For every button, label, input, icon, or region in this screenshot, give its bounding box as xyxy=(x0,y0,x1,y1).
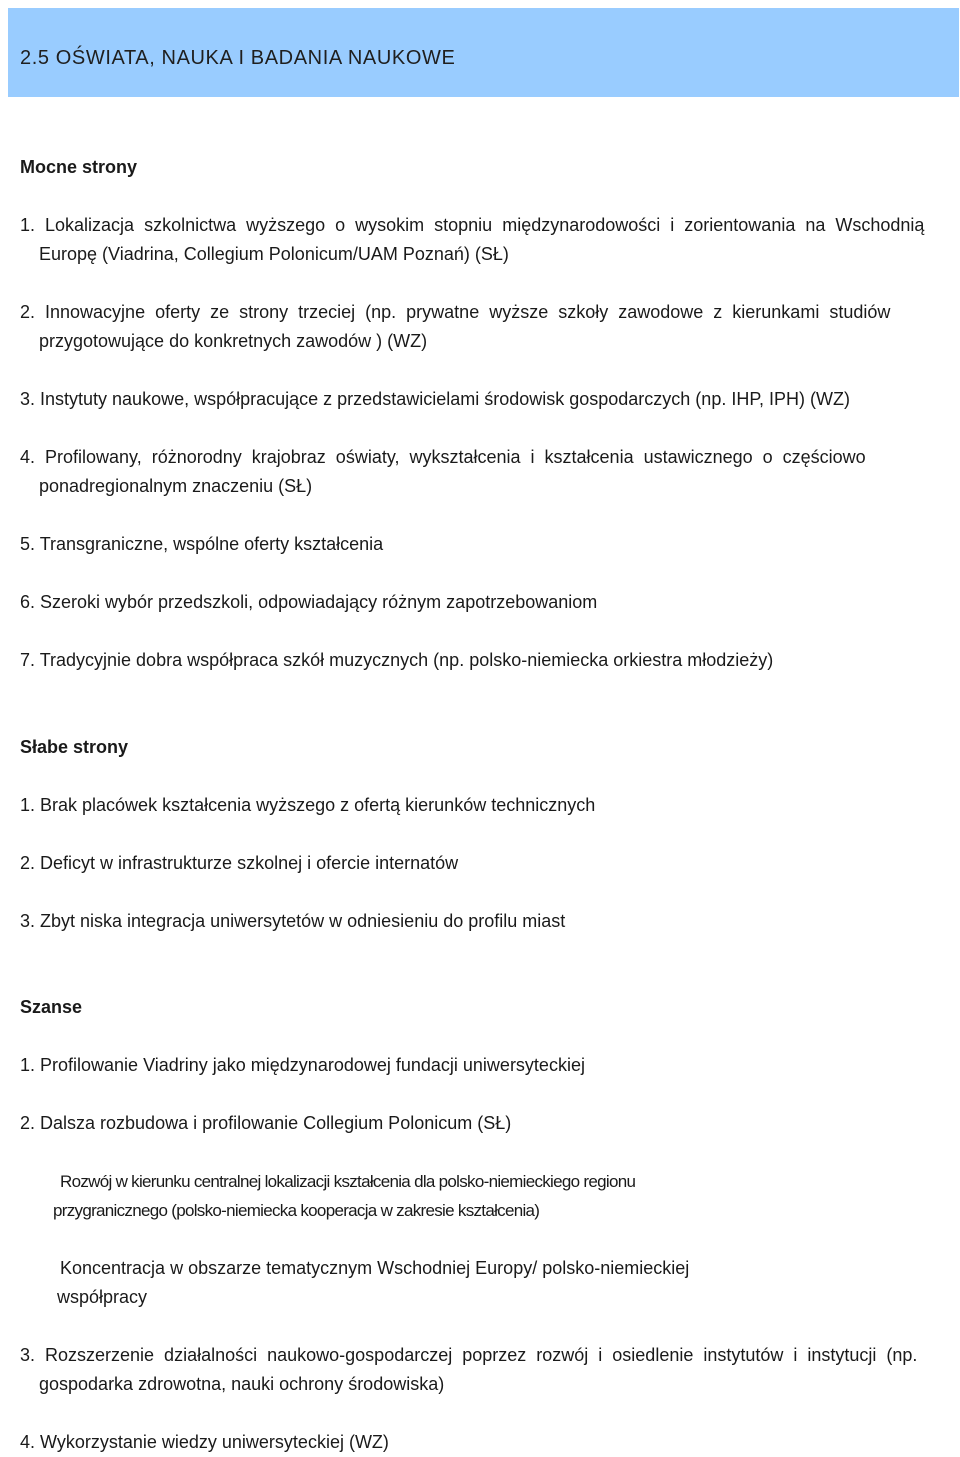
opportunities-item-3 xyxy=(20,1341,955,1399)
item-text-continued: ponadregionalnym znaczeniu (SŁ) xyxy=(39,476,313,496)
item-text: 2. Innowacyjne oferty ze strony trzeciej (np. prywatne wyższe szkoły zawodowe z kierunkami studiów xyxy=(20,302,891,322)
item-text-continued: gospodarka zdrowotna, nauki ochrony środowiska) xyxy=(39,1374,445,1394)
opportunities-subitem-b-line1: Koncentracja w obszarze tematycznym Wschodniej Europy/ polsko-niemieckiej xyxy=(60,1258,690,1278)
weaknesses-item-2: 2. Deficyt w infrastrukturze szkolnej i ofercie internatów xyxy=(20,853,459,873)
opportunities-item-1: 1. Profilowanie Viadriny jako międzynarodowej fundacji uniwersyteckiej xyxy=(20,1055,585,1075)
weaknesses-heading: Słabe strony xyxy=(20,737,129,757)
section-header-band xyxy=(8,8,959,97)
item-text: 4. Profilowany, różnorodny krajobraz oświaty, wykształcenia i kształcenia ustawicznego o częściowo xyxy=(20,447,866,467)
opportunities-item-4: 4. Wykorzystanie wiedzy uniwersyteckiej (WZ) xyxy=(20,1432,389,1452)
opportunities-item-2: 2. Dalsza rozbudowa i profilowanie Collegium Polonicum (SŁ) xyxy=(20,1113,512,1133)
opportunities-subitem-b-line2: współpracy xyxy=(57,1287,148,1307)
weaknesses-item-3: 3. Zbyt niska integracja uniwersytetów w odniesieniu do profilu miast xyxy=(20,911,566,931)
strengths-item-5: 5. Transgraniczne, wspólne oferty kształcenia xyxy=(20,534,384,554)
strengths-heading: Mocne strony xyxy=(20,157,138,177)
item-text-continued: Europę (Viadrina, Collegium Polonicum/UAM Poznań) (SŁ) xyxy=(39,244,509,264)
strengths-item-1 xyxy=(20,211,955,269)
strengths-item-3: 3. Instytuty naukowe, współpracujące z przedstawicielami środowisk gospodarczych (np. IHP, IPH) (WZ) xyxy=(20,389,850,409)
strengths-item-6: 6. Szeroki wybór przedszkoli, odpowiadający różnym zapotrzebowaniom xyxy=(20,592,598,612)
opportunities-subitem-a-line2: przygranicznego (polsko-niemiecka kooperacja w zakresie kształcenia) xyxy=(53,1201,540,1220)
weaknesses-item-1: 1. Brak placówek kształcenia wyższego z ofertą kierunków technicznych xyxy=(20,795,596,815)
item-text: 1. Lokalizacja szkolnictwa wyższego o wysokim stopniu międzynarodowości i zorientowania na Wschodnią xyxy=(20,215,925,235)
opportunities-subitem-a-line1: Rozwój w kierunku centralnej lokalizacji kształcenia dla polsko-niemieckiego regionu xyxy=(60,1172,636,1191)
section-title: 2.5 OŚWIATA, NAUKA I BADANIA NAUKOWE xyxy=(20,47,456,69)
strengths-item-4 xyxy=(20,443,955,501)
item-text: 3. Rozszerzenie działalności naukowo-gospodarczej poprzez rozwój i osiedlenie instytutów i instytucji (np. xyxy=(20,1345,918,1365)
opportunities-heading: Szanse xyxy=(20,997,83,1017)
strengths-item-7: 7. Tradycyjnie dobra współpraca szkół muzycznych (np. polsko-niemiecka orkiestra młodzieży) xyxy=(20,650,774,670)
item-text-continued: przygotowujące do konkretnych zawodów ) (WZ) xyxy=(39,331,428,351)
strengths-item-2 xyxy=(20,298,955,356)
